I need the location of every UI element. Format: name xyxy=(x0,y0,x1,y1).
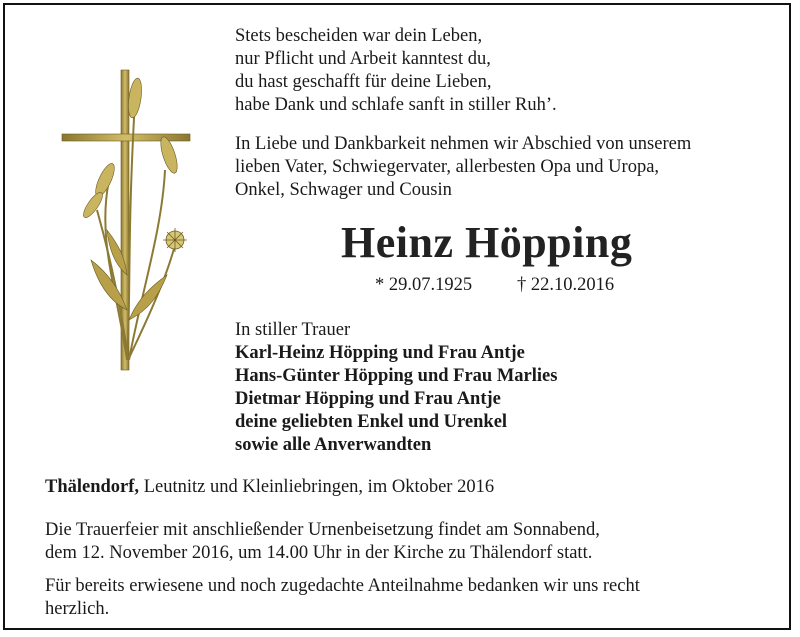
thanks-line: herzlich. xyxy=(45,599,110,619)
place-rest: Leutnitz und Kleinliebringen, im Oktober 2016 xyxy=(139,477,495,497)
mourners xyxy=(235,319,557,457)
place-date xyxy=(45,476,494,499)
funeral-line: Die Trauerfeier mit anschließender Urnenbeisetzung findet am Sonnabend, xyxy=(45,520,600,540)
mourner-name: Hans-Günter Höpping und Frau Marlies xyxy=(235,366,558,386)
place-town: Thälendorf, xyxy=(45,477,140,497)
mourner-name: sowie alle Anverwandten xyxy=(235,435,432,455)
poem xyxy=(235,25,557,117)
obituary-card xyxy=(3,3,791,630)
intro-line: In Liebe und Dankbarkeit nehmen wir Abschied von unserem xyxy=(235,134,692,154)
poem-line: nur Pflicht und Arbeit kanntest du, xyxy=(235,49,491,69)
intro-line: lieben Vater, Schwiegervater, allerbesten Opa und Uropa, xyxy=(235,157,660,177)
mourners-heading: In stiller Trauer xyxy=(235,320,351,340)
death-date: † 22.10.2016 xyxy=(517,275,615,295)
funeral-line: dem 12. November 2016, um 14.00 Uhr in der Kirche zu Thälendorf statt. xyxy=(45,543,593,563)
mourner-name: Karl-Heinz Höpping und Frau Antje xyxy=(235,343,525,363)
mourner-name: Dietmar Höpping und Frau Antje xyxy=(235,389,501,409)
cross-with-wheat-icon xyxy=(57,60,197,380)
deceased-name: Heinz Höpping xyxy=(341,218,633,267)
poem-line: habe Dank und schlafe sanft in stiller Ruh’. xyxy=(235,95,557,115)
birth-date: * 29.07.1925 xyxy=(375,275,473,295)
poem-line: Stets bescheiden war dein Leben, xyxy=(235,26,483,46)
intro-text xyxy=(235,133,691,202)
poem-line: du hast geschafft für deine Lieben, xyxy=(235,72,492,92)
funeral-info xyxy=(45,519,600,565)
mourner-name: deine geliebten Enkel und Urenkel xyxy=(235,412,508,432)
thanks-note xyxy=(45,575,640,621)
intro-line: Onkel, Schwager und Cousin xyxy=(235,180,452,200)
thanks-line: Für bereits erwiesene und noch zugedachte Anteilnahme bedanken wir uns recht xyxy=(45,576,640,596)
